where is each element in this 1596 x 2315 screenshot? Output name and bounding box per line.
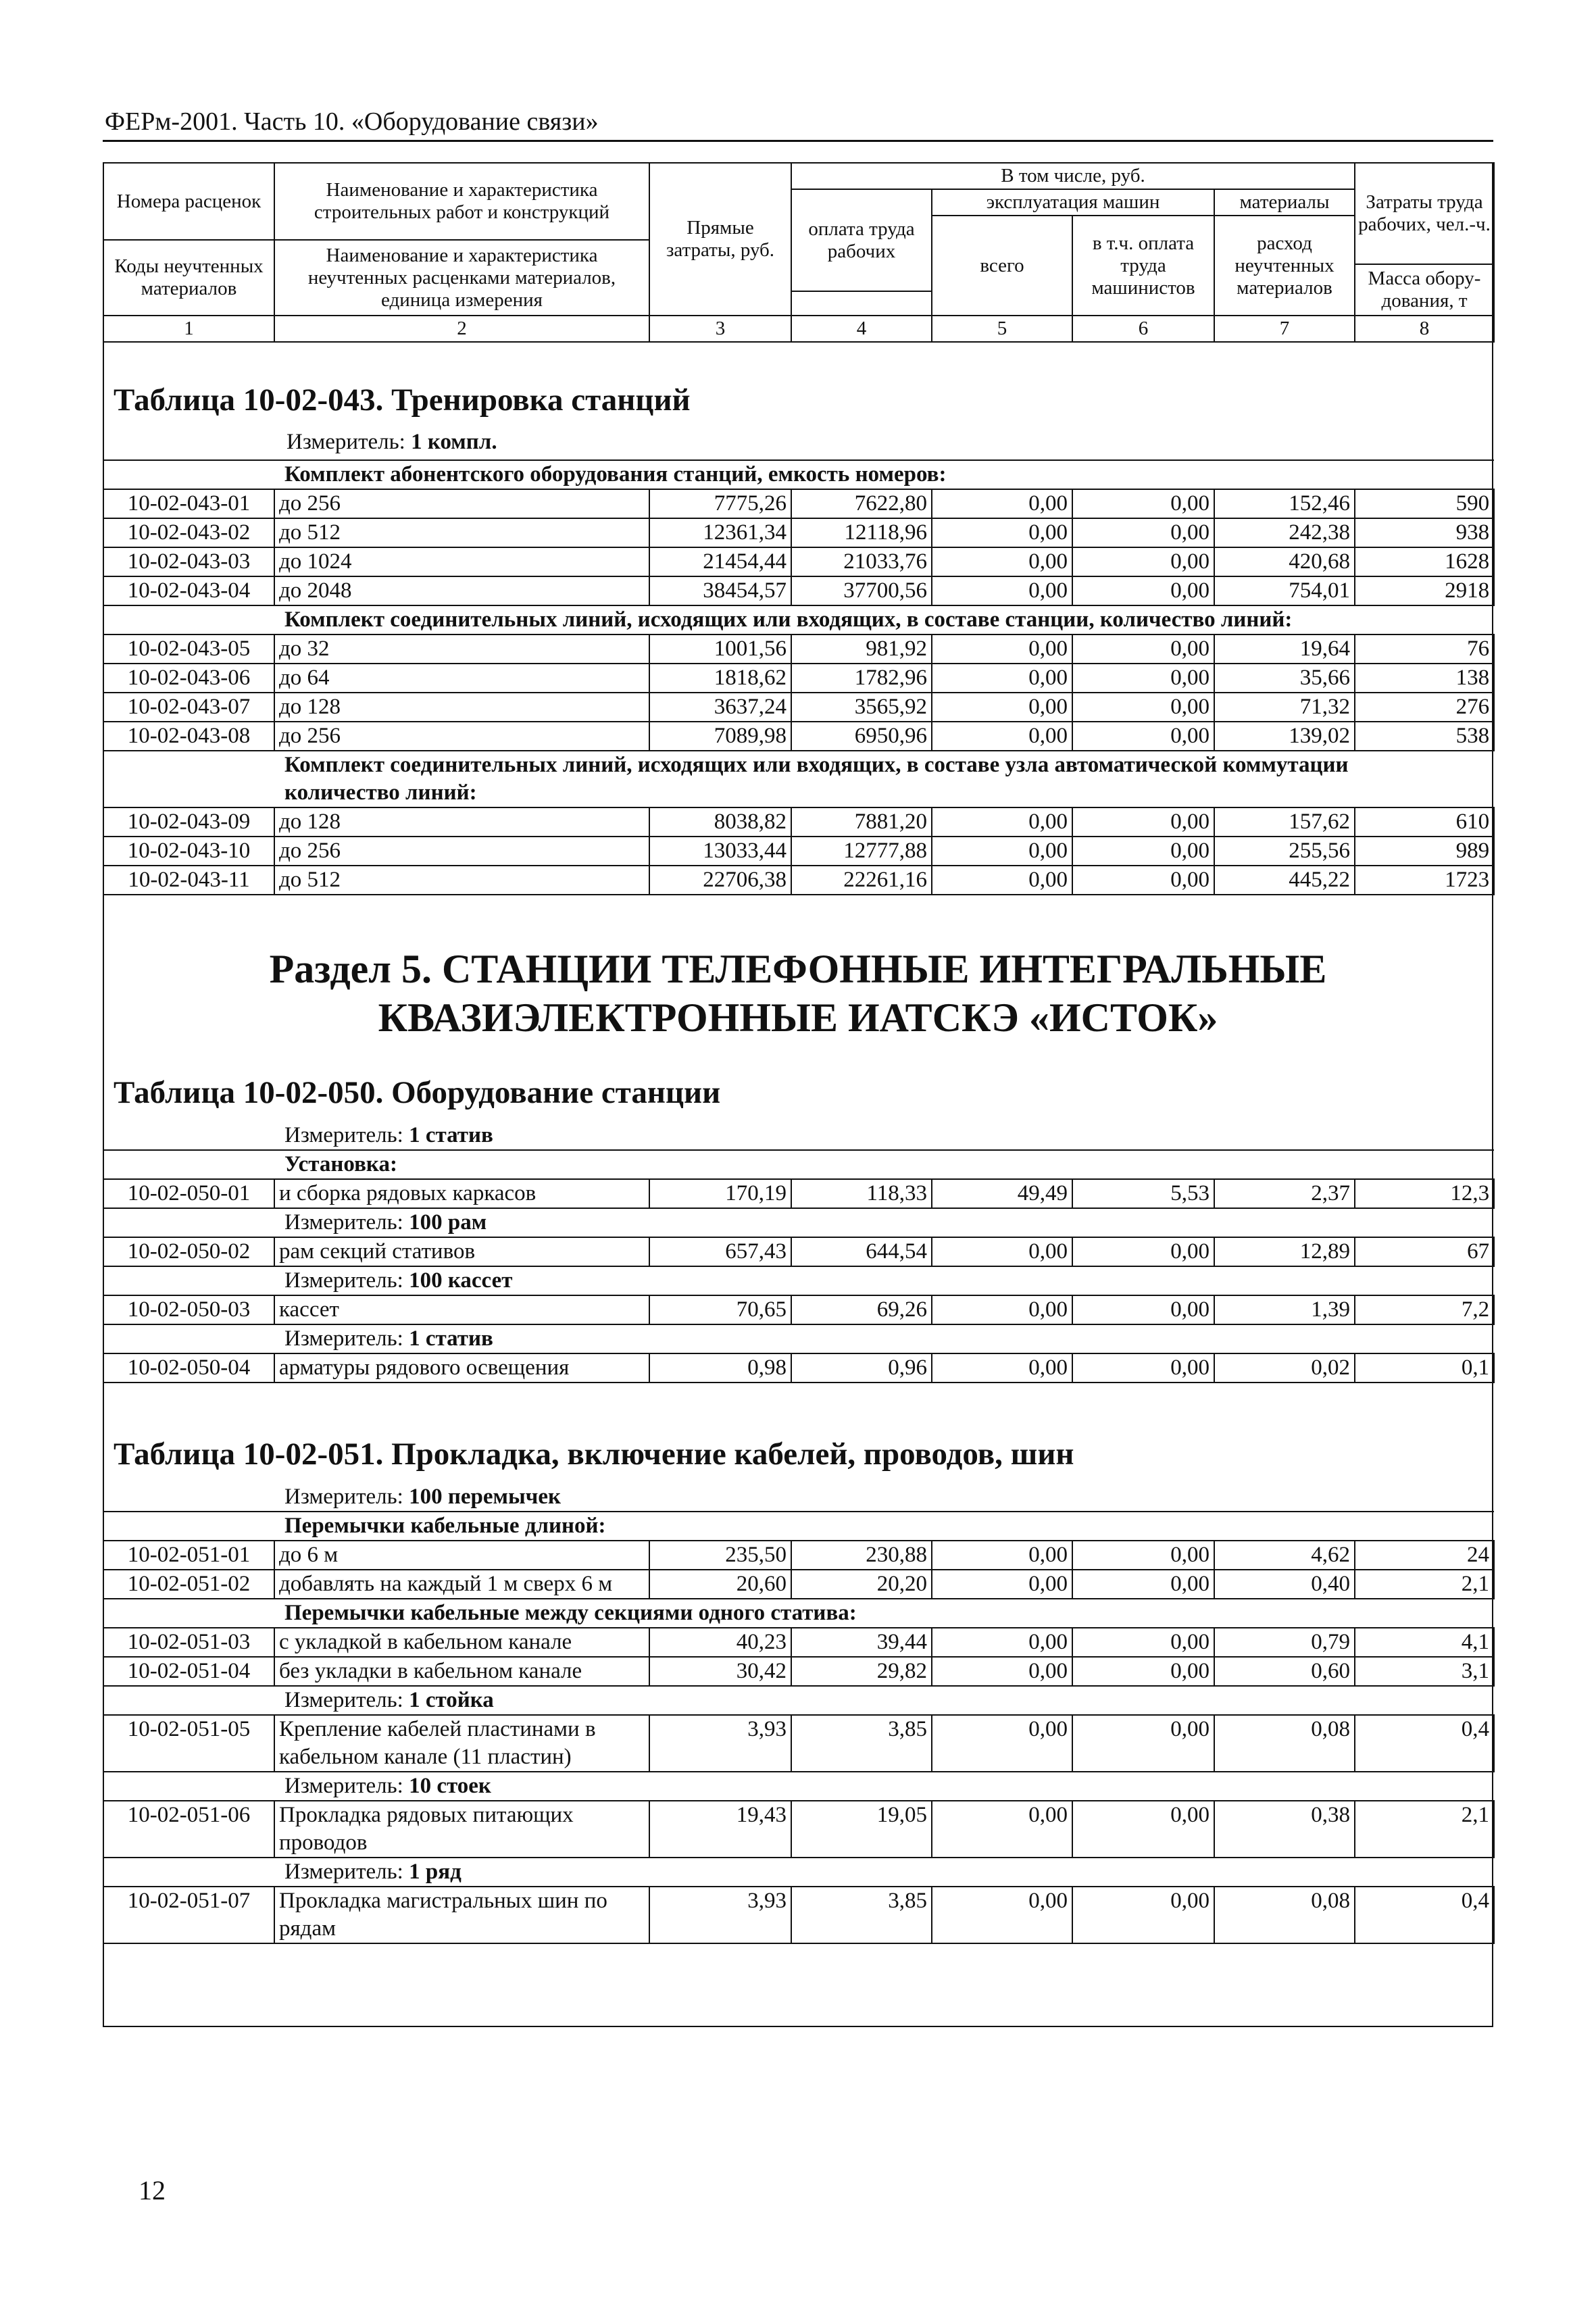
table-row bbox=[103, 1295, 1494, 1324]
rate-code: 10-02-043-01 bbox=[103, 489, 274, 518]
direct-cost: 1818,62 bbox=[649, 664, 791, 693]
materials: 12,89 bbox=[1214, 1237, 1355, 1266]
labor-pay: 3565,92 bbox=[791, 693, 932, 722]
rate-code: 10-02-050-04 bbox=[103, 1353, 274, 1383]
rate-code: 10-02-043-09 bbox=[103, 807, 274, 837]
work-name: до 32 bbox=[274, 634, 649, 664]
rate-code: 10-02-043-11 bbox=[103, 866, 274, 895]
machines-total: 0,00 bbox=[932, 547, 1072, 576]
work-name: арматуры рядового освещения bbox=[274, 1353, 649, 1383]
machines-total: 0,00 bbox=[932, 634, 1072, 664]
work-name: до 64 bbox=[274, 664, 649, 693]
labor-hours: 76 bbox=[1355, 634, 1494, 664]
col3: Прямые затраты, руб. bbox=[649, 163, 791, 316]
labor-pay: 19,05 bbox=[791, 1801, 932, 1858]
measure-row: Измеритель: 10 стоек bbox=[103, 1772, 1494, 1801]
table-043-body bbox=[103, 460, 1494, 489]
rate-code: 10-02-043-02 bbox=[103, 518, 274, 547]
labor-pay: 0,96 bbox=[791, 1353, 932, 1383]
measure-row: Измеритель: 100 перемычек bbox=[103, 1483, 1494, 1512]
materials: 4,62 bbox=[1214, 1541, 1355, 1570]
work-name: добавлять на каждый 1 м сверх 6 м bbox=[274, 1570, 649, 1599]
table-row bbox=[103, 837, 1494, 866]
machines-total: 0,00 bbox=[932, 518, 1072, 547]
group-label: Комплект абонентского оборудования станций, емкость номеров: bbox=[103, 460, 1494, 489]
direct-cost: 20,60 bbox=[649, 1570, 791, 1599]
table-051 bbox=[103, 1483, 1495, 1944]
measure-row: Измеритель: 100 кассет bbox=[103, 1266, 1494, 1295]
work-name: без укладки в кабельном канале bbox=[274, 1657, 649, 1686]
col8-top: Затраты труда рабочих, чел.-ч. bbox=[1355, 163, 1494, 264]
labor-hours: 67 bbox=[1355, 1237, 1494, 1266]
machinist-pay: 0,00 bbox=[1072, 518, 1214, 547]
rate-code: 10-02-051-07 bbox=[103, 1887, 274, 1943]
table-row bbox=[103, 1353, 1494, 1383]
work-name: до 1024 bbox=[274, 547, 649, 576]
labor-pay: 1782,96 bbox=[791, 664, 932, 693]
machines-total: 49,49 bbox=[932, 1179, 1072, 1208]
col2-top: Наименование и характеристика строительных работ и конструкций bbox=[274, 163, 649, 240]
work-name: и сборка рядовых каркасов bbox=[274, 1179, 649, 1208]
direct-cost: 19,43 bbox=[649, 1801, 791, 1858]
labor-hours: 7,2 bbox=[1355, 1295, 1494, 1324]
labor-pay: 20,20 bbox=[791, 1570, 932, 1599]
labor-pay: 3,85 bbox=[791, 1715, 932, 1772]
labor-pay: 981,92 bbox=[791, 634, 932, 664]
machinist-pay: 0,00 bbox=[1072, 1541, 1214, 1570]
group-label: Перемычки кабельные между секциями одного статива: bbox=[103, 1599, 1494, 1628]
work-name: Прокладка рядовых питающих проводов bbox=[274, 1801, 649, 1858]
labor-hours: 0,4 bbox=[1355, 1715, 1494, 1772]
materials: 2,37 bbox=[1214, 1179, 1355, 1208]
direct-cost: 3,93 bbox=[649, 1887, 791, 1943]
machinist-pay: 0,00 bbox=[1072, 1295, 1214, 1324]
measure-row: Измеритель: 1 статив bbox=[103, 1122, 1494, 1150]
machinist-pay: 0,00 bbox=[1072, 693, 1214, 722]
group-label: Комплект соединительных линий, исходящих или входящих, в составе станции, количество линий: bbox=[103, 605, 1494, 634]
rate-code: 10-02-043-10 bbox=[103, 837, 274, 866]
rate-code: 10-02-043-05 bbox=[103, 634, 274, 664]
machinist-pay: 0,00 bbox=[1072, 1353, 1214, 1383]
rate-code: 10-02-043-04 bbox=[103, 576, 274, 605]
materials: 152,46 bbox=[1214, 489, 1355, 518]
table-row bbox=[103, 866, 1494, 895]
work-name: до 256 bbox=[274, 837, 649, 866]
running-title: ФЕРм-2001. Часть 10. «Оборудование связи» bbox=[105, 107, 599, 136]
labor-pay: 37700,56 bbox=[791, 576, 932, 605]
machines-total: 0,00 bbox=[932, 1541, 1072, 1570]
machines-total: 0,00 bbox=[932, 1295, 1072, 1324]
table-043-number: Таблица 10-02-043. bbox=[114, 382, 384, 418]
labor-hours: 1723 bbox=[1355, 866, 1494, 895]
machines-total: 0,00 bbox=[932, 837, 1072, 866]
labor-pay: 69,26 bbox=[791, 1295, 932, 1324]
machines-total: 0,00 bbox=[932, 866, 1072, 895]
work-name: до 256 bbox=[274, 722, 649, 751]
materials: 19,64 bbox=[1214, 634, 1355, 664]
col1-bottom: Коды неучтенных материалов bbox=[103, 240, 274, 316]
labor-hours: 2,1 bbox=[1355, 1801, 1494, 1858]
table-row bbox=[103, 1887, 1494, 1943]
col5: всего bbox=[932, 216, 1072, 316]
section-line-1: Раздел 5. СТАНЦИИ ТЕЛЕФОННЫЕ ИНТЕГРАЛЬНЫЕ bbox=[269, 947, 1327, 991]
direct-cost: 657,43 bbox=[649, 1237, 791, 1266]
direct-cost: 21454,44 bbox=[649, 547, 791, 576]
direct-cost: 3637,24 bbox=[649, 693, 791, 722]
labor-hours: 2,1 bbox=[1355, 1570, 1494, 1599]
labor-hours: 610 bbox=[1355, 807, 1494, 837]
measure-row: Измеритель: 100 рам bbox=[103, 1208, 1494, 1237]
machinist-pay: 0,00 bbox=[1072, 664, 1214, 693]
machinist-pay: 0,00 bbox=[1072, 1657, 1214, 1686]
work-name: до 256 bbox=[274, 489, 649, 518]
materials-header: материалы bbox=[1214, 189, 1355, 216]
materials: 35,66 bbox=[1214, 664, 1355, 693]
machines-total: 0,00 bbox=[932, 1887, 1072, 1943]
machines-total: 0,00 bbox=[932, 1628, 1072, 1657]
section-heading bbox=[103, 945, 1493, 1042]
machinist-pay: 0,00 bbox=[1072, 1570, 1214, 1599]
machinist-pay: 0,00 bbox=[1072, 576, 1214, 605]
colnum-5: 5 bbox=[932, 316, 1072, 342]
work-name: до 512 bbox=[274, 518, 649, 547]
labor-pay: 12118,96 bbox=[791, 518, 932, 547]
table-row bbox=[103, 1801, 1494, 1858]
machinist-pay: 5,53 bbox=[1072, 1179, 1214, 1208]
labor-hours: 590 bbox=[1355, 489, 1494, 518]
direct-cost: 3,93 bbox=[649, 1715, 791, 1772]
materials: 71,32 bbox=[1214, 693, 1355, 722]
labor-pay: 3,85 bbox=[791, 1887, 932, 1943]
labor-hours: 0,4 bbox=[1355, 1887, 1494, 1943]
rate-code: 10-02-051-03 bbox=[103, 1628, 274, 1657]
rate-code: 10-02-051-05 bbox=[103, 1715, 274, 1772]
page-number: 12 bbox=[139, 2175, 166, 2206]
labor-pay: 118,33 bbox=[791, 1179, 932, 1208]
labor-hours: 4,1 bbox=[1355, 1628, 1494, 1657]
table-050-title bbox=[114, 1074, 720, 1111]
col2-bottom: Наименование и характеристика неучтенных расценками материалов, единица измерения bbox=[274, 240, 649, 316]
labor-hours: 1628 bbox=[1355, 547, 1494, 576]
machinist-pay: 0,00 bbox=[1072, 634, 1214, 664]
column-header bbox=[103, 162, 1495, 343]
machines-total: 0,00 bbox=[932, 576, 1072, 605]
table-row bbox=[103, 1237, 1494, 1266]
labor-hours: 989 bbox=[1355, 837, 1494, 866]
measure-row: Измеритель: 1 ряд bbox=[103, 1858, 1494, 1887]
table-050-number: Таблица 10-02-050. bbox=[114, 1075, 384, 1110]
direct-cost: 70,65 bbox=[649, 1295, 791, 1324]
direct-cost: 22706,38 bbox=[649, 866, 791, 895]
table-row bbox=[103, 664, 1494, 693]
machines-total: 0,00 bbox=[932, 1657, 1072, 1686]
group-label: Перемычки кабельные длиной: bbox=[103, 1512, 1494, 1541]
work-name: до 2048 bbox=[274, 576, 649, 605]
machinist-pay: 0,00 bbox=[1072, 547, 1214, 576]
col7: расход неучтенных материалов bbox=[1214, 216, 1355, 316]
table-row bbox=[103, 1715, 1494, 1772]
colnum-1: 1 bbox=[103, 316, 274, 342]
labor-hours: 2918 bbox=[1355, 576, 1494, 605]
table-row bbox=[103, 1570, 1494, 1599]
materials: 0,40 bbox=[1214, 1570, 1355, 1599]
machinist-pay: 0,00 bbox=[1072, 1801, 1214, 1858]
table-row bbox=[103, 1179, 1494, 1208]
col8-bottom: Масса обору-дования, т bbox=[1355, 264, 1494, 316]
rate-code: 10-02-050-03 bbox=[103, 1295, 274, 1324]
table-row bbox=[103, 518, 1494, 547]
work-name: Крепление кабелей пластинами в кабельном канале (11 пластин) bbox=[274, 1715, 649, 1772]
group-label: Установка: bbox=[103, 1150, 1494, 1179]
table-051-title bbox=[114, 1436, 1074, 1472]
machines-total: 0,00 bbox=[932, 807, 1072, 837]
labor-pay: 39,44 bbox=[791, 1628, 932, 1657]
table-050 bbox=[103, 1122, 1495, 1383]
labor-pay: 29,82 bbox=[791, 1657, 932, 1686]
direct-cost: 1001,56 bbox=[649, 634, 791, 664]
machines-total: 0,00 bbox=[932, 1801, 1072, 1858]
labor-pay: 230,88 bbox=[791, 1541, 932, 1570]
direct-cost: 13033,44 bbox=[649, 837, 791, 866]
section-line-2: КВАЗИЭЛЕКТРОННЫЕ ИАТСКЭ «ИСТОК» bbox=[378, 995, 1218, 1040]
machinist-pay: 0,00 bbox=[1072, 489, 1214, 518]
labor-pay: 7622,80 bbox=[791, 489, 932, 518]
rate-code: 10-02-051-06 bbox=[103, 1801, 274, 1858]
labor-hours: 138 bbox=[1355, 664, 1494, 693]
materials: 1,39 bbox=[1214, 1295, 1355, 1324]
col1-top: Номера расценок bbox=[103, 163, 274, 240]
direct-cost: 38454,57 bbox=[649, 576, 791, 605]
materials: 242,38 bbox=[1214, 518, 1355, 547]
col6: в т.ч. оплата труда машинистов bbox=[1072, 216, 1214, 316]
machinist-pay: 0,00 bbox=[1072, 837, 1214, 866]
table-row bbox=[103, 1541, 1494, 1570]
work-name: Прокладка магистральных шин по рядам bbox=[274, 1887, 649, 1943]
labor-hours: 538 bbox=[1355, 722, 1494, 751]
machinist-pay: 0,00 bbox=[1072, 1628, 1214, 1657]
table-050-name: Оборудование станции bbox=[391, 1075, 721, 1110]
table-row bbox=[103, 576, 1494, 605]
colnum-4: 4 bbox=[791, 316, 932, 342]
rate-code: 10-02-051-04 bbox=[103, 1657, 274, 1686]
work-name: рам секций стативов bbox=[274, 1237, 649, 1266]
work-name: до 128 bbox=[274, 807, 649, 837]
col4: оплата труда рабочих bbox=[791, 189, 932, 291]
labor-hours: 0,1 bbox=[1355, 1353, 1494, 1383]
machinist-pay: 0,00 bbox=[1072, 807, 1214, 837]
direct-cost: 0,98 bbox=[649, 1353, 791, 1383]
rate-code: 10-02-051-02 bbox=[103, 1570, 274, 1599]
machines-header: эксплуатация машин bbox=[932, 189, 1214, 216]
machinist-pay: 0,00 bbox=[1072, 722, 1214, 751]
machines-total: 0,00 bbox=[932, 1237, 1072, 1266]
labor-hours: 12,3 bbox=[1355, 1179, 1494, 1208]
rate-code: 10-02-043-07 bbox=[103, 693, 274, 722]
labor-hours: 24 bbox=[1355, 1541, 1494, 1570]
materials: 0,08 bbox=[1214, 1715, 1355, 1772]
labor-hours: 3,1 bbox=[1355, 1657, 1494, 1686]
direct-cost: 40,23 bbox=[649, 1628, 791, 1657]
table-row bbox=[103, 1628, 1494, 1657]
incl-header: В том числе, руб. bbox=[791, 163, 1355, 189]
rate-code: 10-02-050-02 bbox=[103, 1237, 274, 1266]
machines-total: 0,00 bbox=[932, 722, 1072, 751]
header-rule bbox=[103, 140, 1493, 142]
materials: 0,60 bbox=[1214, 1657, 1355, 1686]
machines-total: 0,00 bbox=[932, 1570, 1072, 1599]
work-name: до 128 bbox=[274, 693, 649, 722]
table-row bbox=[103, 489, 1494, 518]
work-name: до 6 м bbox=[274, 1541, 649, 1570]
labor-hours: 276 bbox=[1355, 693, 1494, 722]
table-043-measure: Измеритель: 1 компл. bbox=[286, 430, 497, 454]
table-043-title bbox=[114, 382, 691, 418]
materials: 445,22 bbox=[1214, 866, 1355, 895]
rate-code: 10-02-043-08 bbox=[103, 722, 274, 751]
materials: 0,38 bbox=[1214, 1801, 1355, 1858]
rate-code: 10-02-051-01 bbox=[103, 1541, 274, 1570]
machines-total: 0,00 bbox=[932, 664, 1072, 693]
direct-cost: 8038,82 bbox=[649, 807, 791, 837]
table-row bbox=[103, 722, 1494, 751]
materials: 420,68 bbox=[1214, 547, 1355, 576]
rate-code: 10-02-043-06 bbox=[103, 664, 274, 693]
machinist-pay: 0,00 bbox=[1072, 1237, 1214, 1266]
group-label: Комплект соединительных линий, исходящих или входящих, в составе узла автоматической коммутации количество линий: bbox=[103, 751, 1494, 807]
direct-cost: 7089,98 bbox=[649, 722, 791, 751]
machinist-pay: 0,00 bbox=[1072, 1887, 1214, 1943]
materials: 255,56 bbox=[1214, 837, 1355, 866]
machines-total: 0,00 bbox=[932, 489, 1072, 518]
machines-total: 0,00 bbox=[932, 1353, 1072, 1383]
colnum-2: 2 bbox=[274, 316, 649, 342]
machines-total: 0,00 bbox=[932, 1715, 1072, 1772]
table-051-name: Прокладка, включение кабелей, проводов, шин bbox=[391, 1437, 1074, 1472]
materials: 754,01 bbox=[1214, 576, 1355, 605]
table-043 bbox=[103, 459, 1495, 895]
direct-cost: 30,42 bbox=[649, 1657, 791, 1686]
work-name: до 512 bbox=[274, 866, 649, 895]
table-043-name: Тренировка станций bbox=[391, 382, 691, 418]
colnum-8: 8 bbox=[1355, 316, 1494, 342]
direct-cost: 170,19 bbox=[649, 1179, 791, 1208]
labor-pay: 12777,88 bbox=[791, 837, 932, 866]
colnum-6: 6 bbox=[1072, 316, 1214, 342]
table-row bbox=[103, 693, 1494, 722]
measure-row: Измеритель: 1 стойка bbox=[103, 1686, 1494, 1715]
labor-pay: 21033,76 bbox=[791, 547, 932, 576]
materials: 157,62 bbox=[1214, 807, 1355, 837]
labor-pay: 7881,20 bbox=[791, 807, 932, 837]
materials: 0,08 bbox=[1214, 1887, 1355, 1943]
table-row bbox=[103, 547, 1494, 576]
materials: 0,02 bbox=[1214, 1353, 1355, 1383]
table-051-number: Таблица 10-02-051. bbox=[114, 1437, 384, 1472]
table-row bbox=[103, 807, 1494, 837]
measure-row: Измеритель: 1 статив bbox=[103, 1324, 1494, 1353]
table-row bbox=[103, 634, 1494, 664]
labor-pay: 22261,16 bbox=[791, 866, 932, 895]
work-name: с укладкой в кабельном канале bbox=[274, 1628, 649, 1657]
machinist-pay: 0,00 bbox=[1072, 866, 1214, 895]
direct-cost: 7775,26 bbox=[649, 489, 791, 518]
labor-pay: 6950,96 bbox=[791, 722, 932, 751]
colnum-7: 7 bbox=[1214, 316, 1355, 342]
direct-cost: 235,50 bbox=[649, 1541, 791, 1570]
machines-total: 0,00 bbox=[932, 693, 1072, 722]
machinist-pay: 0,00 bbox=[1072, 1715, 1214, 1772]
labor-hours: 938 bbox=[1355, 518, 1494, 547]
colnum-3: 3 bbox=[649, 316, 791, 342]
table-row bbox=[103, 1657, 1494, 1686]
work-name: кассет bbox=[274, 1295, 649, 1324]
materials: 0,79 bbox=[1214, 1628, 1355, 1657]
rate-code: 10-02-043-03 bbox=[103, 547, 274, 576]
labor-pay: 644,54 bbox=[791, 1237, 932, 1266]
direct-cost: 12361,34 bbox=[649, 518, 791, 547]
materials: 139,02 bbox=[1214, 722, 1355, 751]
rate-code: 10-02-050-01 bbox=[103, 1179, 274, 1208]
